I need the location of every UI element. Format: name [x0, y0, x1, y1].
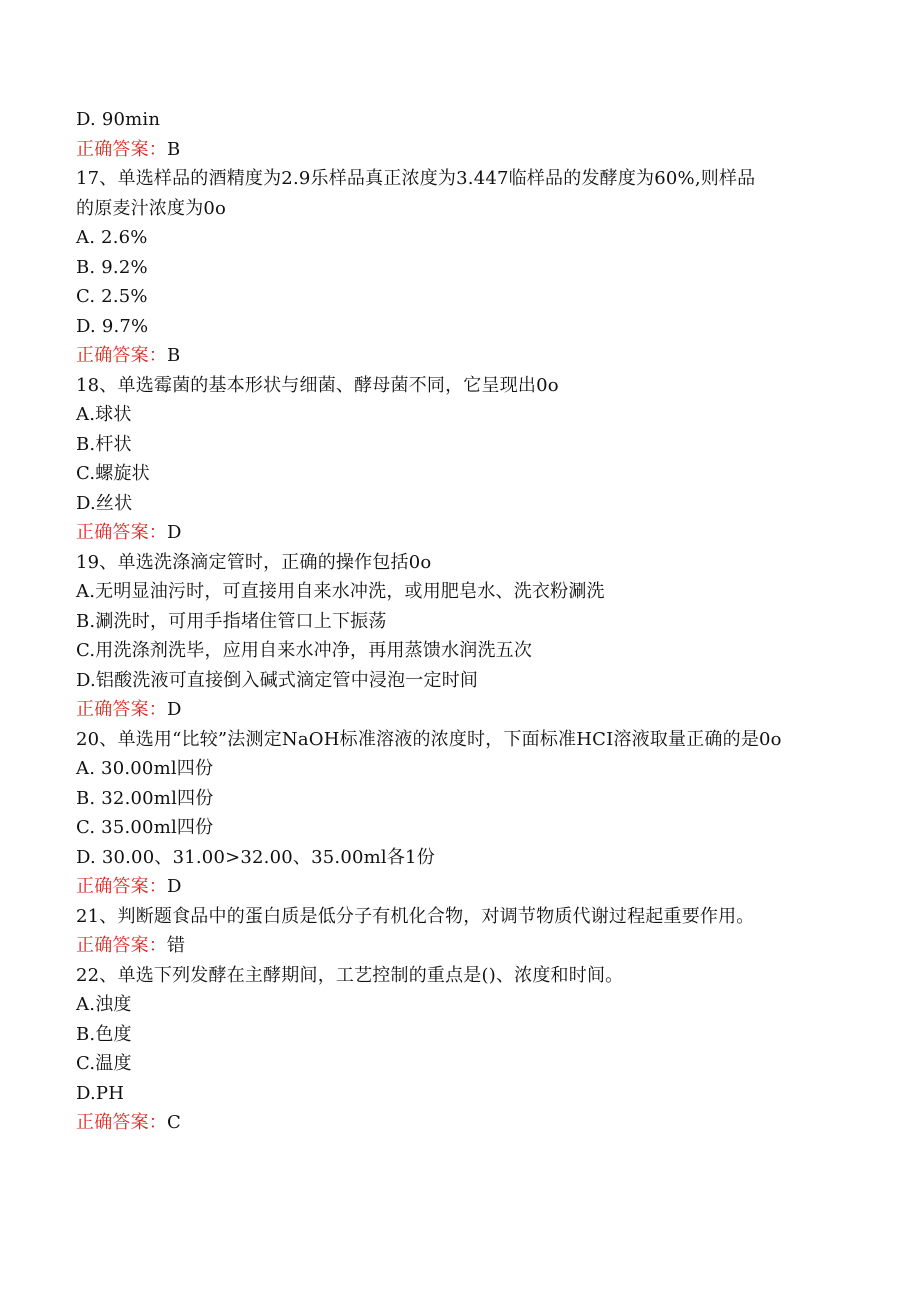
option-line: A. 2.6% — [76, 227, 148, 248]
answer-value: D — [167, 699, 182, 720]
answer-line — [76, 1108, 846, 1138]
question-text: 18、单选霉菌的基本形状与细菌、酵母菌不同，它呈现出0o — [76, 374, 559, 396]
option-line: A. 30.00ml四份 — [76, 758, 214, 779]
answer-value: B — [167, 138, 181, 160]
option-line: C.用洗涤剂洗毕，应用自来水冲净，再用蒸馈水润洗五次 — [76, 640, 533, 661]
option-line: B. 32.00ml四份 — [76, 787, 214, 809]
question-text: 19、单选洗涤滴定管时，正确的操作包括0o — [76, 551, 432, 573]
question-text: 17、单选样品的酒精度为2.9乐样品真正浓度为3.447临样品的发酵度为60%,则样品的原麦汁浓度为0o — [76, 168, 756, 219]
option-line: D. 30.00、31.00>32.00、35.00ml各1份 — [76, 846, 435, 868]
option-line: D.丝状 — [76, 492, 133, 514]
option-line: C. 35.00ml四份 — [76, 817, 214, 838]
answer-line — [76, 931, 846, 961]
answer-line — [76, 341, 846, 371]
answer-label: 正确答案： — [76, 935, 167, 956]
option-line: C. 2.5% — [76, 286, 148, 307]
option-line: D.铝酸洗液可直接倒入碱式滴定管中浸泡一定时间 — [76, 669, 479, 691]
answer-value: C — [167, 1112, 181, 1133]
answer-line — [76, 695, 846, 725]
question-text: 21、判断题食品中的蛋白质是低分子有机化合物，对调节物质代谢过程起重要作用。 — [76, 905, 755, 927]
answer-line — [76, 135, 846, 165]
answer-line — [76, 518, 846, 548]
document-page — [76, 105, 846, 1138]
option-line: D. 9.7% — [76, 315, 149, 337]
answer-value: B — [167, 345, 181, 366]
option-line: C.螺旋状 — [76, 463, 150, 484]
option-line: B.杆状 — [76, 433, 132, 455]
option-line: A.球状 — [76, 404, 132, 425]
answer-value: D — [167, 522, 182, 543]
option-line: B.涮洗时，可用手指堵住管口上下振荡 — [76, 610, 387, 632]
option-line: B.色度 — [76, 1023, 132, 1045]
answer-label: 正确答案： — [76, 699, 167, 720]
answer-value: D — [167, 876, 182, 897]
option-line: D.PH — [76, 1082, 125, 1104]
answer-label: 正确答案： — [76, 138, 167, 160]
answer-label: 正确答案： — [76, 1112, 167, 1133]
answer-line — [76, 872, 846, 902]
option-line: B. 9.2% — [76, 256, 148, 278]
question-text: 22、单选下列发酵在主酵期间，工艺控制的重点是()、浓度和时间。 — [76, 964, 624, 986]
answer-label: 正确答案： — [76, 345, 167, 366]
option-line: A.无明显油污时，可直接用自来水冲洗，或用肥皂水、洗衣粉涮洗 — [76, 581, 605, 602]
option-line: C.温度 — [76, 1053, 132, 1074]
question-text: 20、单选用“比较”法测定NaOH标准溶液的浓度时，下面标准HCI溶液取量正确的是0o — [76, 728, 782, 750]
answer-label: 正确答案： — [76, 522, 167, 543]
answer-value: 错 — [167, 935, 186, 956]
option-line: D. 90min — [76, 109, 161, 130]
answer-label: 正确答案： — [76, 876, 167, 897]
option-line: A.浊度 — [76, 994, 132, 1015]
